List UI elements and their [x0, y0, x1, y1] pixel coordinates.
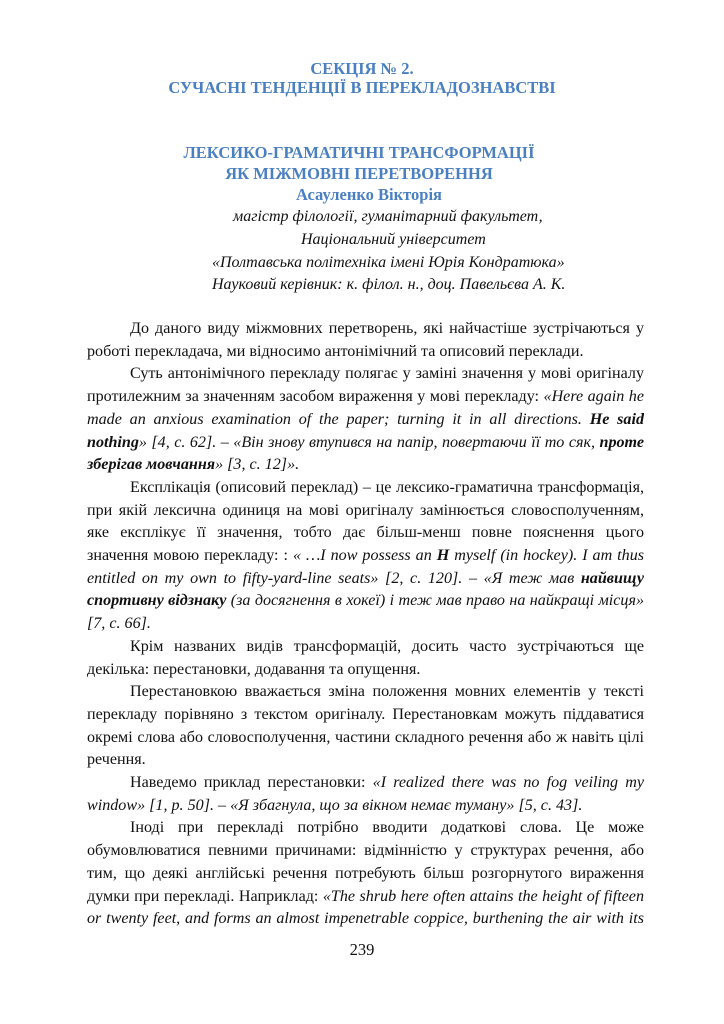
italic-quote-run: «The shrub here often attains the height of fifteen or twenty feet, and forms an almost impenetrable coppice, burthening the air with its [87, 887, 644, 928]
bold-italic-emphasis-run: He said nothing [87, 410, 644, 451]
bold-italic-emphasis-run: H [436, 547, 450, 565]
italic-quote-run: «I realized there was no fog veiling my window» [1, p. 50]. – «Я збагнула, що за вікном немає туману» [5, с. 43]. [87, 774, 644, 814]
text-run: Крім названих видів трансформацій, досить часто зустрічаються ще декілька: перестановки, додавання та опущення. [87, 637, 644, 678]
affiliation-degree: магістр філології, гуманітарний факультет, [233, 208, 543, 225]
text-run: Експлікація (описовий переклад) – це лексико-граматична трансформація, при якій лексична одиниця на мові оригіналу замінюється словосполученням, яке експлікує її значення, тобто дає більш-менш повне пояснення цього значення мовою перекладу: : [87, 478, 644, 565]
italic-quote-run: » [4, c. 62]. – «Він знову втупився на папір, повертаючи її то сяк, [138, 433, 600, 451]
italic-quote-run: «Here again he made an anxious examination of the paper; turning it in all directions. [87, 388, 644, 428]
italic-quote-run: (за досягнення в хокеї) і теж мав право на найкращі місця» [7, c. 66]. [87, 592, 644, 633]
author-name: Асауленко Вікторія [296, 185, 442, 204]
article-title-line2: ЯК МІЖМОВНІ ПЕРЕТВОРЕННЯ [225, 164, 493, 183]
paragraph [87, 318, 644, 363]
italic-quote-run: myself (in hockey). I am thus entitled on my own to fifty-yard-line seats» [2, c. 120]. – «Я теж мав [87, 547, 644, 587]
section-title: СУЧАСНІ ТЕНДЕНЦІЇ В ПЕРЕКЛАДОЗНАВСТВІ [168, 78, 556, 97]
text-run: До даного виду міжмовних перетворень, які найчастіше зустрічаються у роботі перекладача, ми відносимо антонімічний та описовий переклади. [87, 320, 644, 360]
scientific-supervisor: Науковий керівник: к. філол. н., доц. Павельєва А. К. [212, 276, 566, 293]
paragraph [87, 681, 644, 772]
paragraph [87, 772, 644, 817]
text-run: Перестановкою вважається зміна положення мовних елементів у тексті перекладу порівняно з текстом оригіналу. Перестановкам можуть піддаватися окремі слова або словосполучення, частини складного речення або ж навіть цілі речення. [87, 683, 644, 769]
paragraph [87, 636, 644, 681]
italic-quote-run: » [3, с. 12]». [215, 456, 300, 474]
article-title-line1: ЛЕКСИКО-ГРАМАТИЧНІ ТРАНСФОРМАЦІЇ [183, 143, 535, 162]
affiliation-university-name: «Полтавська політехніка імені Юрія Кондратюка» [212, 254, 565, 271]
text-run: Суть антонімічного перекладу полягає у заміні значення у мові оригіналу протилежним за значенням засобом вираження у мові перекладу: [87, 365, 644, 406]
paragraph [87, 477, 644, 636]
section-number: СЕКЦІЯ № 2. [310, 59, 414, 78]
italic-quote-run: « …I now possess an [292, 547, 437, 565]
article-body [87, 318, 644, 930]
paragraph [87, 363, 644, 477]
page-number: 239 [349, 940, 375, 959]
text-run: Іноді при перекладі потрібно вводити додаткові слова. Це може обумовлюватися певними причинами: відмінністю у структурах речення, або тим, що деякі англійські речення потребують більш розгорнутого вираження думки при перекладі. Наприклад: [87, 819, 644, 905]
text-run: Наведемо приклад перестановки: [130, 774, 373, 792]
bold-italic-emphasis-run: проте зберігав мовчання [87, 433, 644, 474]
affiliation-university: Національний університет [301, 231, 486, 248]
paragraph [87, 817, 644, 930]
bold-italic-emphasis-run: найвищу спортивну відзнаку [87, 569, 644, 610]
